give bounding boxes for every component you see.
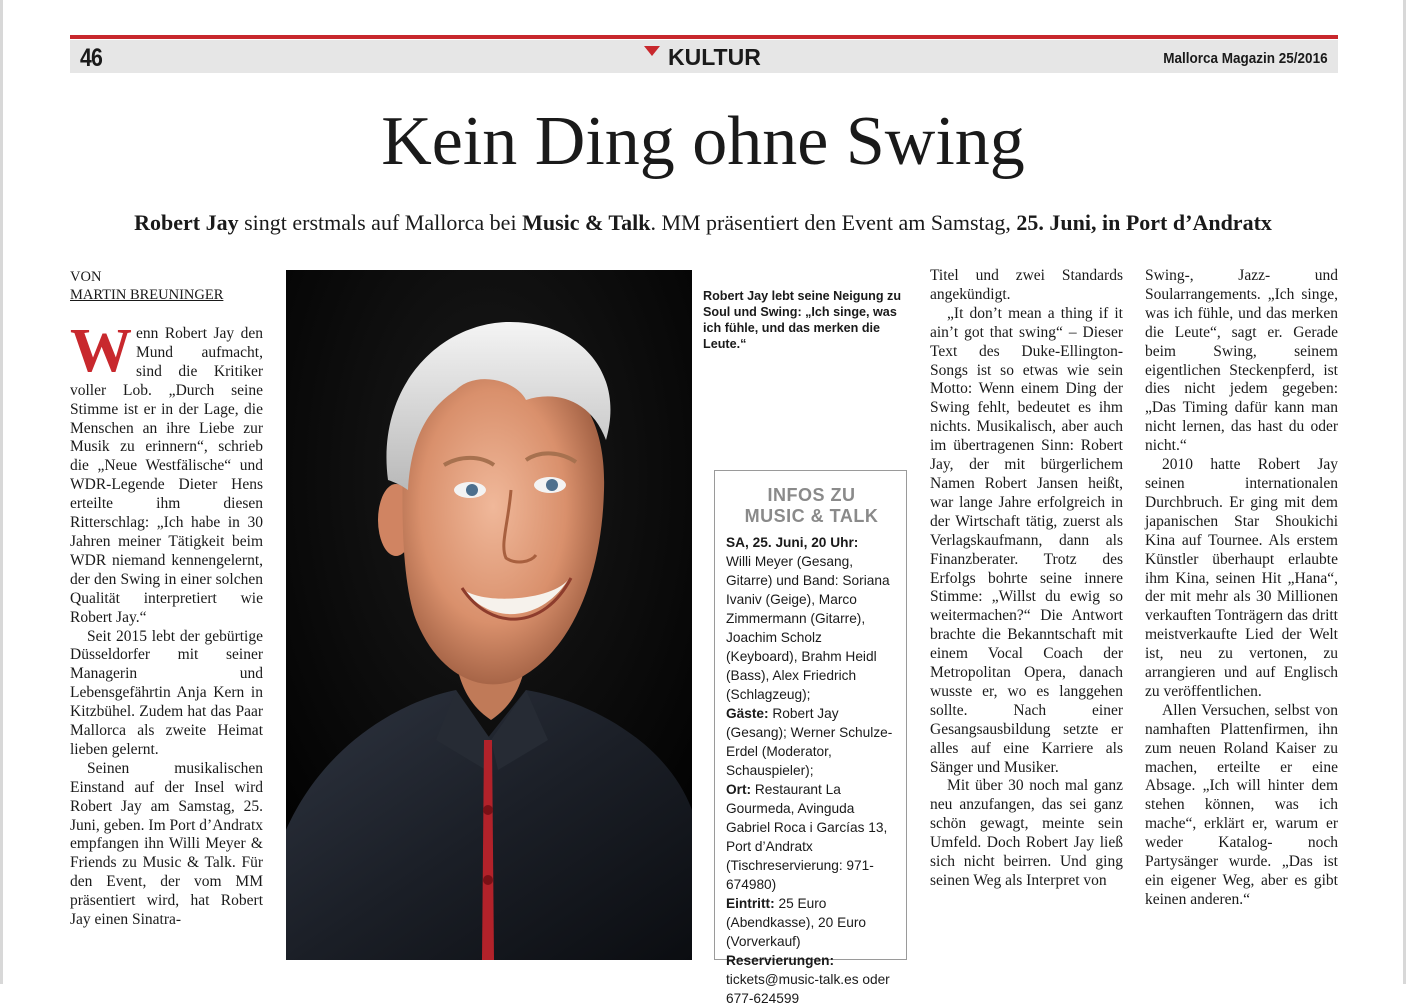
guests-label: Gäste: bbox=[726, 706, 769, 721]
entry-text: 25 Euro (Abendkasse), 20 Euro (Vorverkauf) bbox=[726, 896, 866, 949]
subhead-name: Robert Jay bbox=[134, 210, 239, 235]
byline bbox=[70, 268, 223, 304]
paragraph: 2010 hatte Robert Jay seinen internationalen Durchbruch. Er ging mit dem japanischen Star Shoukichi Kina auf Tournee. Als erstem Künstler überhaupt erlaubte ihm Kina, seinen Hit „Hana“, der mit mehr als 30 Millionen verkauften Tonträgern das dritt meistverkaufte Lied der Welt ist, neu zu vertonen, zu arrangieren und auf Englisch zu veröffentlichen. bbox=[1145, 456, 1338, 700]
section-label bbox=[644, 44, 761, 71]
event-lineup: Willi Meyer (Gesang, Gitarre) und Band: Soriana Ivaniv (Geige), Marco Zimmermann (Gitarre), Joachim Scholz (Keyboard), Brahm Heidl (Bass), Alex Friedrich (Schlagzeug); bbox=[726, 554, 890, 702]
guests-text: Robert Jay (Gesang); Werner Schulze-Erdel (Moderator, Schauspieler); bbox=[726, 706, 893, 778]
headline: Kein Ding ohne Swing bbox=[381, 103, 1025, 180]
paragraph-text: enn Robert Jay den Mund aufmacht, sind die Kritiker voller Lob. „Durch seine Stimme ist er in der Lage, die Menschen an ihre Liebe zur Musik zu erinnern“, schrieb die „Neue Westfälische“ und WDR-Legende Dieter Hens erteilte ihm diesen Ritterschlag: „Ich habe in 30 Jahren meiner Tätigkeit beim WDR niemand kennengelernt, der den Swing in einer solchen Qualität interpretiert wie Robert Jay.“ bbox=[70, 325, 263, 626]
subhead-event: Music & Talk bbox=[522, 210, 651, 235]
venue-text: Restaurant La Gourmeda, Avinguda Gabriel Roca i Garcías 13, Port d’Andratx (Tischreservierung: 971-674980) bbox=[726, 782, 888, 892]
header-rule bbox=[70, 35, 1338, 39]
drop-cap: W bbox=[70, 317, 132, 385]
paragraph: Allen Versuchen, selbst von namhaften Plattenfirmen, ihn zum neuen Roland Kaiser zu machen, erteilte er eine Absage. „Ich will hinter dem stehen können, was ich mache“, erklärt er, warum er weder Katalog- noch Partysänger wurde. „Das ist ein eigener Weg, aber es gibt keinen anderen.“ bbox=[1145, 701, 1338, 908]
reservation-label: Reservierungen: bbox=[726, 953, 835, 968]
venue-label: Ort: bbox=[726, 782, 752, 797]
entry-label: Eintritt: bbox=[726, 896, 775, 911]
info-box-title bbox=[726, 485, 897, 527]
reservation-text: tickets@music-talk.es oder 677-624599 bbox=[726, 972, 890, 1006]
paragraph: Titel und zwei Standards angekündigt. bbox=[930, 267, 1123, 303]
event-date: SA, 25. Juni, 20 Uhr: bbox=[726, 535, 859, 550]
byline-author: MARTIN BREUNINGER bbox=[70, 287, 224, 303]
event-venue bbox=[726, 780, 897, 894]
info-box-title-line: MUSIC & TALK bbox=[744, 506, 879, 526]
portrait-photo bbox=[286, 270, 692, 960]
paragraph: Seit 2015 lebt der gebürtige Düsseldorfer mit seiner Managerin und Lebensgefährtin Anja Kern in Kitzbühel. Zudem hat das Paar Mallorca als zweite Heimat lieben gelernt. bbox=[70, 627, 263, 758]
info-box-title-line: INFOS ZU bbox=[767, 485, 856, 505]
article-column-4 bbox=[1145, 267, 1338, 910]
subheadline bbox=[0, 210, 1406, 236]
triangle-marker-icon bbox=[644, 46, 660, 56]
portrait-illustration bbox=[286, 270, 692, 960]
page-number: 46 bbox=[80, 44, 102, 72]
event-entry bbox=[726, 894, 897, 951]
article-column-1 bbox=[70, 317, 263, 930]
subhead-date-place: 25. Juni, in Port d’Andratx bbox=[1016, 210, 1272, 235]
subhead-text-2: . MM präsentiert den Event am Samstag, bbox=[650, 210, 1017, 235]
paragraph: Seinen musikalischen Einstand auf der Insel wird Robert Jay am Samstag, 25. Juni, geben. Im Port d’Andratx empfangen ihn Willi Meyer & Friends zu Music & Talk. Für den Event, der vom MM präsentiert wird, hat Robert Jay einen Sinatra- bbox=[70, 759, 263, 929]
photo-caption: Robert Jay lebt seine Neigung zu Soul und Swing: „Ich singe, was ich fühle, und das merken die Leute.“ bbox=[703, 289, 902, 351]
paragraph bbox=[70, 317, 263, 628]
section-name: KULTUR bbox=[668, 44, 761, 70]
paragraph: Mit über 30 noch mal ganz neu anzufangen, das sei ganz schön gewagt, meinte sein Umfeld. Doch Robert Jay ließ sich nicht beirren. Und ging seinen Weg als Interpret von bbox=[930, 777, 1123, 889]
article-column-3 bbox=[930, 267, 1123, 891]
paragraph: Swing-, Jazz- und Soularrangements. „Ich singe, was ich fühle, und das merken die Leute“, sagt er. Gerade beim Swing, seinem eigentlichen Steckenpferd, ist dies nicht jedem gegeben: „Das Timing dafür kann man nicht lernen, das hast du oder nicht.“ bbox=[1145, 267, 1338, 455]
info-box bbox=[714, 470, 907, 1006]
paragraph: „It don’t mean a thing if it ain’t got that swing“ – Dieser Text des Duke-Ellington-Songs ist so etwas wie sein Motto: Wenn einem Ding der Swing fehlt, bedeutet es ihm nichts. Musikalisch, aber auch im übertragenen Sinn: Robert Jay, der mit bürgerlichem Namen Robert Jansen heißt, war lange Jahre erfolgreich in der Wirtschaft tätig, zuerst als Verlagskaufmann, dann als Finanzberater. Trotz des Erfolgs bohrte seine innere Stimme: „Willst du ewig so weitermachen?“ Die Antwort brachte die Bekanntschaft mit einem Vocal Coach der Metropolitan Opera, danach wusste er, wo es langgehen sollte. Nach einer Gesangsausbildung setzte er alles auf eine Karriere als Sänger und Musiker. bbox=[930, 304, 1123, 776]
issue-label: Mallorca Magazin 25/2016 bbox=[1163, 50, 1328, 67]
byline-von: VON bbox=[70, 269, 102, 285]
subhead-text-1: singt erstmals auf Mallorca bei bbox=[238, 210, 523, 235]
event-guests bbox=[726, 704, 897, 780]
